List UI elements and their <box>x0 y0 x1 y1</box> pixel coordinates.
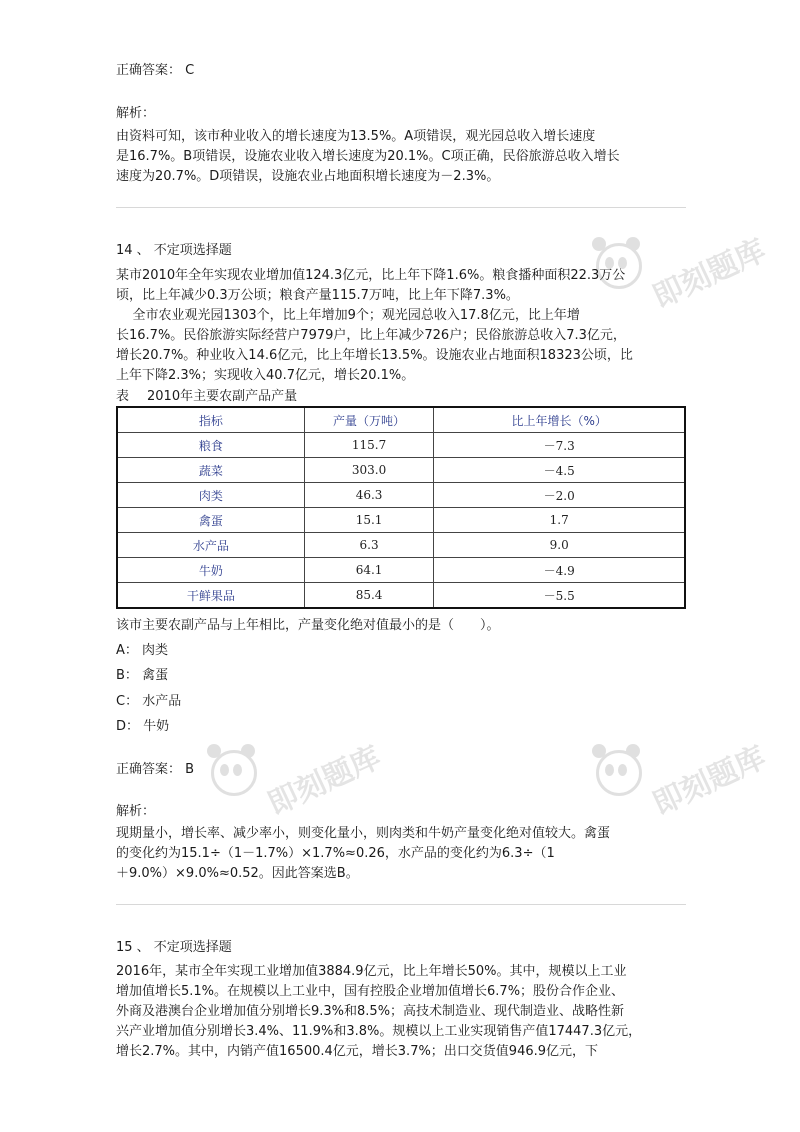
analysis-line: 现期量小，增长率、减少率小，则变化量小，则肉类和牛奶产量变化绝对值较大。禽蛋 <box>116 826 611 841</box>
option-a[interactable] <box>116 641 168 661</box>
option-d[interactable] <box>116 717 169 737</box>
option-b[interactable] <box>116 666 168 686</box>
cell-growth: －4.9 <box>434 558 685 583</box>
product-table <box>116 406 686 609</box>
cell-name: 牛奶 <box>117 558 304 583</box>
material-line: 全市农业观光园1303个，比上年增加9个；观光园总收入17.8亿元，比上年增 <box>116 308 580 323</box>
material-line: 2016年，某市全年实现工业增加值3884.9亿元，比上年增长50%。其中，规模以上工业 <box>116 964 627 979</box>
material-line: 长16.7%。民俗旅游实际经营户7979户，比上年减少726户；民俗旅游总收入7.3亿元， <box>116 328 626 343</box>
option-text: 肉类 <box>142 643 169 658</box>
cell-output: 115.7 <box>304 433 434 458</box>
material-line: 某市2010年全年实现农业增加值124.3亿元，比上年下降1.6%。粮食播种面积22.3万公 <box>116 268 626 283</box>
panda-icon <box>205 742 257 802</box>
divider <box>116 904 686 905</box>
material-line: 顷，比上年减少0.3万公顷；粮食产量115.7万吨，比上年下降7.3%。 <box>116 288 519 303</box>
q14-material <box>116 266 686 386</box>
table-row <box>117 533 685 558</box>
col-header: 产量（万吨） <box>304 407 434 433</box>
answer-value: C <box>185 63 195 78</box>
material-line: 增长2.7%。其中，内销产值16500.4亿元，增长3.7%；出口交货值946.9亿元，下 <box>116 1044 599 1059</box>
table-row <box>117 583 685 609</box>
col-header: 比上年增长（%） <box>434 407 685 433</box>
option-text: 水产品 <box>142 694 182 709</box>
q15-material <box>116 962 686 1062</box>
option-c[interactable] <box>116 692 181 712</box>
cell-output: 6.3 <box>304 533 434 558</box>
cell-growth: 1.7 <box>434 508 685 533</box>
table-header-row <box>117 407 685 433</box>
cell-name: 蔬菜 <box>117 458 304 483</box>
analysis-line: 速度为20.7%。D项错误，设施农业占地面积增长速度为－2.3%。 <box>116 169 500 184</box>
cell-name: 干鲜果品 <box>117 583 304 609</box>
cell-name: 粮食 <box>117 433 304 458</box>
answer-label: 正确答案： <box>116 762 182 777</box>
q14-analysis <box>116 824 686 884</box>
panda-icon <box>590 742 642 802</box>
cell-growth: －5.5 <box>434 583 685 609</box>
material-line: 兴产业增加值分别增长3.4%、11.9%和3.8%。规模以上工业实现销售产值17447.3亿元， <box>116 1024 642 1039</box>
table-caption-prefix: 表 <box>116 389 130 404</box>
watermark-text: 即刻题库 <box>647 232 772 316</box>
option-text: 禽蛋 <box>142 668 169 683</box>
analysis-line: ＋9.0%）×9.0%≈0.52。因此答案选B。 <box>116 866 359 881</box>
cell-growth: －4.5 <box>434 458 685 483</box>
cell-output: 64.1 <box>304 558 434 583</box>
option-letter: C： <box>116 694 139 709</box>
material-line: 增长20.7%。种业收入14.6亿元，比上年增长13.5%。设施农业占地面积18323公顷，比 <box>116 348 633 363</box>
q13-answer-line <box>116 61 194 81</box>
q14-header: 14 、 不定项选择题 <box>116 243 232 258</box>
cell-output: 303.0 <box>304 458 434 483</box>
analysis-line: 是16.7%。B项错误，设施农业收入增长速度为20.1%。C项正确，民俗旅游总收入增长 <box>116 149 620 164</box>
table-row <box>117 458 685 483</box>
cell-growth: 9.0 <box>434 533 685 558</box>
analysis-line: 的变化约为15.1÷（1－1.7%）×1.7%≈0.26，水产品的变化约为6.3÷（1 <box>116 846 555 861</box>
material-line: 上年下降2.3%；实现收入40.7亿元，增长20.1%。 <box>116 368 415 383</box>
q13-analysis-label: 解析： <box>116 106 156 121</box>
q14-question: 该市主要农副产品与上年相比，产量变化绝对值最小的是（ ）。 <box>116 618 500 633</box>
cell-name: 肉类 <box>117 483 304 508</box>
watermark-panda-logo <box>590 739 772 823</box>
answer-label: 正确答案： <box>116 63 182 78</box>
watermark-panda-logo <box>205 739 387 823</box>
material-line: 增加值增长5.1%。在规模以上工业中，国有控股企业增加值增长6.7%；股份合作企业、 <box>116 984 625 999</box>
table-caption <box>116 388 297 406</box>
table-row <box>117 558 685 583</box>
q14-answer-line <box>116 760 194 780</box>
cell-name: 水产品 <box>117 533 304 558</box>
table-row <box>117 483 685 508</box>
product-table-wrap <box>116 406 686 609</box>
table-caption-title: 2010年主要农副产品产量 <box>147 389 298 404</box>
q14-analysis-label: 解析： <box>116 804 156 819</box>
cell-name: 禽蛋 <box>117 508 304 533</box>
watermark-text: 即刻题库 <box>647 739 772 823</box>
cell-output: 85.4 <box>304 583 434 609</box>
cell-growth: －2.0 <box>434 483 685 508</box>
cell-growth: －7.3 <box>434 433 685 458</box>
table-row <box>117 508 685 533</box>
cell-output: 15.1 <box>304 508 434 533</box>
cell-output: 46.3 <box>304 483 434 508</box>
q13-analysis <box>116 127 686 187</box>
option-letter: A： <box>116 643 138 658</box>
option-text: 牛奶 <box>143 719 170 734</box>
watermark-text: 即刻题库 <box>262 739 387 823</box>
divider <box>116 207 686 208</box>
option-letter: B： <box>116 668 138 683</box>
q15-header: 15 、 不定项选择题 <box>116 940 232 955</box>
analysis-line: 由资料可知，该市种业收入的增长速度为13.5%。A项错误，观光园总收入增长速度 <box>116 129 596 144</box>
col-header: 指标 <box>117 407 304 433</box>
answer-value: B <box>185 762 195 777</box>
table-row <box>117 433 685 458</box>
option-letter: D： <box>116 719 140 734</box>
material-line: 外商及港澳台企业增加值分别增长9.3%和8.5%；高技术制造业、现代制造业、战略性新 <box>116 1004 625 1019</box>
